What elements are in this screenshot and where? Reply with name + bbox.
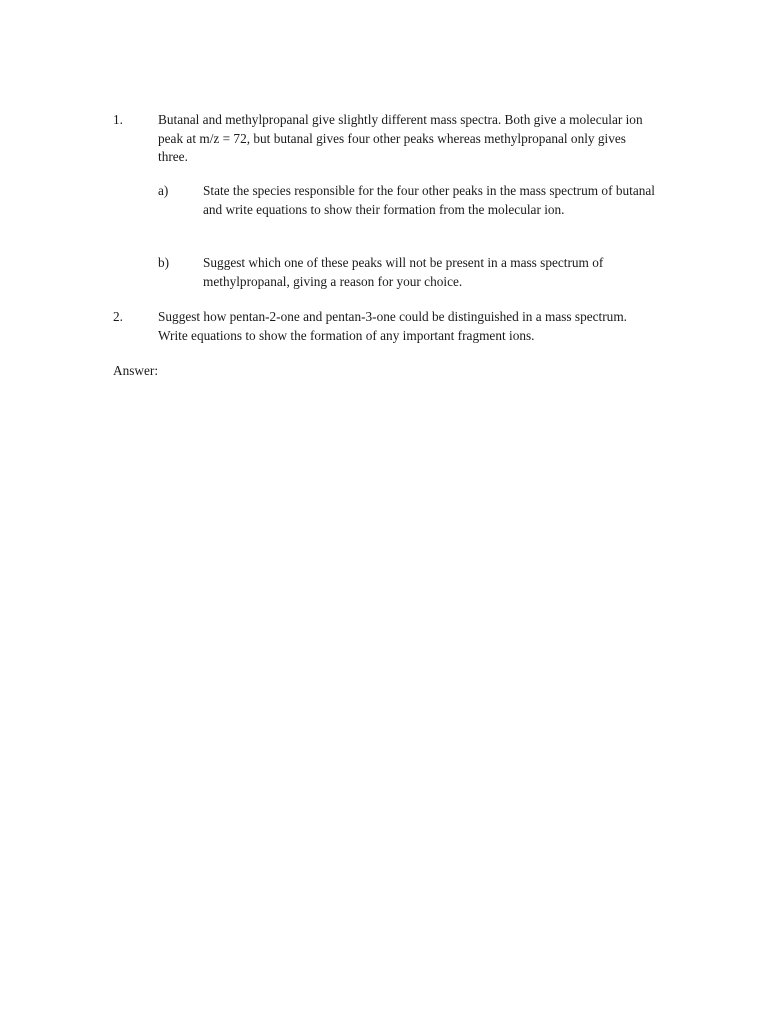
question-2-number: 2. xyxy=(113,309,123,324)
question-1-number: 1. xyxy=(113,112,123,127)
question-1-text: Butanal and methylpropanal give slightly different mass spectra. Both give a molecular ion peak at m/z = 72, but butanal gives four other peaks whereas methylpropanal only gives three. xyxy=(158,112,643,164)
part-b-label: b) xyxy=(158,255,170,270)
part-a-label: a) xyxy=(158,183,169,198)
part-a-text: State the species responsible for the four other peaks in the mass spectrum of butanal and write equations to show their formation from the molecular ion. xyxy=(203,183,655,217)
question-2-text: Suggest how pentan-2-one and pentan-3-one could be distinguished in a mass spectrum. Write equations to show the formation of any important fragment ions. xyxy=(158,309,627,343)
answer-label: Answer: xyxy=(113,363,159,378)
part-b-text: Suggest which one of these peaks will not be present in a mass spectrum of methylpropanal, giving a reason for your choice. xyxy=(203,255,604,289)
